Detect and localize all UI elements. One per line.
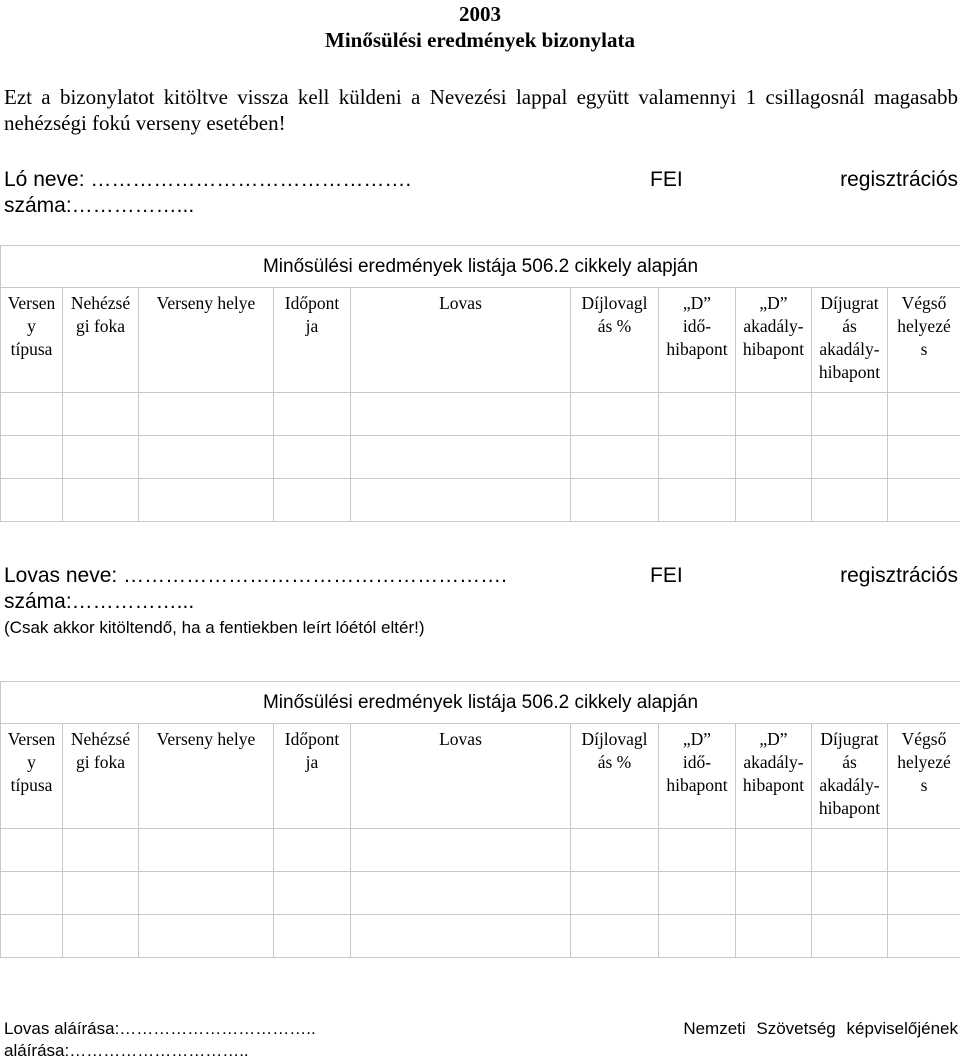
document-year: 2003	[0, 2, 960, 27]
intro-text: Ezt a bizonylatot kitöltve vissza kell küldeni a Nevezési lappal együtt valamennyi 1 csillagosnál magasabb nehézségi fokú verseny esetében!	[4, 84, 958, 136]
table-row[interactable]	[1, 393, 960, 436]
federation-signature-field[interactable]: aláírása:…………………………..	[4, 1040, 249, 1062]
col-header-dressage: Díjlovagl ás %	[571, 724, 659, 829]
table-caption: Minősülési eredmények listája 506.2 cikkely alapján	[1, 246, 960, 288]
horse-name-field[interactable]: Ló neve: ……………………………………….	[4, 167, 411, 193]
col-header-type: Versen y típusa	[1, 288, 63, 393]
document-title: Minősülési eredmények bizonylata	[0, 28, 960, 53]
rider-signature-field[interactable]: Lovas aláírása:……………………………..	[4, 1018, 316, 1040]
col-header-obstacle-penalty: „D” akadály- hibapont	[736, 724, 812, 829]
col-header-date: Időpont ja	[274, 288, 351, 393]
rider-registration-label: regisztrációs	[840, 563, 958, 589]
table-header-row	[1, 288, 960, 393]
table-row[interactable]	[1, 479, 960, 522]
col-header-dressage: Díjlovagl ás %	[571, 288, 659, 393]
col-header-venue: Verseny helye	[139, 724, 274, 829]
rider-registration-number-field[interactable]: száma:……………...	[4, 589, 194, 615]
table-row[interactable]	[1, 915, 960, 958]
col-header-time-penalty: „D” idő- hibapont	[659, 724, 736, 829]
federation-representative-label: Nemzeti Szövetség képviselőjének	[683, 1018, 958, 1040]
table-header-row	[1, 724, 960, 829]
col-header-final-place: Végső helyezé s	[888, 724, 960, 829]
col-header-final-place: Végső helyezé s	[888, 288, 960, 393]
col-header-time-penalty: „D” idő- hibapont	[659, 288, 736, 393]
rider-name-field[interactable]: Lovas neve: ……………………………………………….	[4, 563, 507, 589]
col-header-jumping-penalty: Díjugrat ás akadály- hibapont	[812, 724, 888, 829]
col-header-type: Versen y típusa	[1, 724, 63, 829]
table-row[interactable]	[1, 872, 960, 915]
col-header-rider: Lovas	[351, 724, 571, 829]
col-header-difficulty: Nehézsé gi foka	[63, 724, 139, 829]
col-header-rider: Lovas	[351, 288, 571, 393]
rider-fei-label: FEI	[650, 563, 683, 589]
col-header-obstacle-penalty: „D” akadály- hibapont	[736, 288, 812, 393]
table-row[interactable]	[1, 436, 960, 479]
horse-fei-label: FEI	[650, 167, 683, 193]
col-header-date: Időpont ja	[274, 724, 351, 829]
col-header-difficulty: Nehézsé gi foka	[63, 288, 139, 393]
rider-note: (Csak akkor kitöltendő, ha a fentiekben leírt lóétól eltér!)	[4, 617, 425, 639]
col-header-venue: Verseny helye	[139, 288, 274, 393]
results-table-rider	[0, 681, 960, 958]
table-row[interactable]	[1, 829, 960, 872]
horse-registration-label: regisztrációs	[840, 167, 958, 193]
results-table-horse	[0, 245, 960, 522]
col-header-jumping-penalty: Díjugrat ás akadály- hibapont	[812, 288, 888, 393]
table-caption: Minősülési eredmények listája 506.2 cikkely alapján	[1, 682, 960, 724]
horse-registration-number-field[interactable]: száma:……………...	[4, 193, 194, 219]
